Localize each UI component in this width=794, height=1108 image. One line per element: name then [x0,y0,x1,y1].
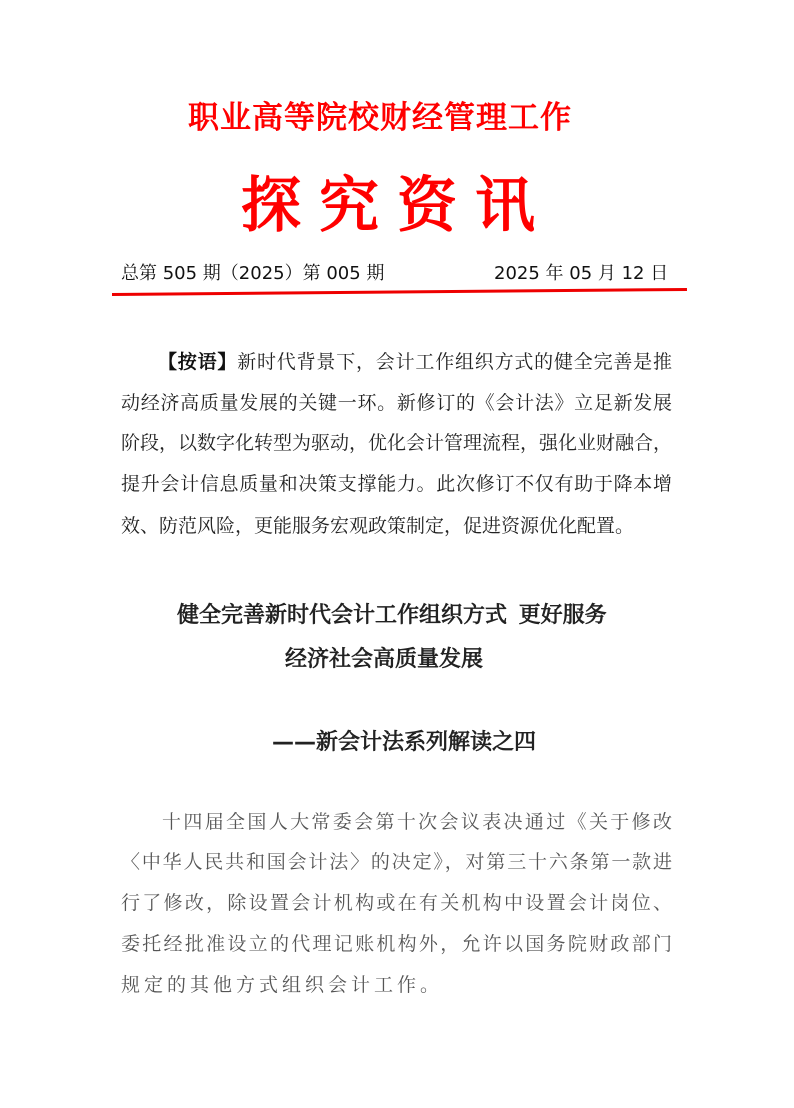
issue-number: 总第 505 期（2025）第 005 期 [121,263,385,284]
preface-line: 阶段，以数字化转型为驱动，优化会计管理流程，强化业财融合， [121,432,673,454]
preface-label: 【按语】 [158,351,238,373]
body-line: 委托经批准设立的代理记账机构外，允许以国务院财政部门 [121,933,672,955]
body-line: 规定的其他方式组织会计工作。 [121,974,444,996]
body-line: 行了修改，除设置会计机构或在有关机构中设置会计岗位、 [121,892,672,914]
body-line: 〈中华人民共和国会计法〉的决定》，对第三十六条第一款进 [121,851,672,873]
article-subtitle: ——新会计法系列解读之四 [272,730,537,755]
issue-date: 2025 年 05 月 12 日 [494,263,669,284]
org-title: 职业高等院校财经管理工作 [188,100,572,136]
preface-line: 【按语】新时代背景下，会计工作组织方式的健全完善是推 [158,351,672,373]
header-divider [112,288,687,296]
preface-line: 提升会计信息质量和决策支撑能力。此次修订不仅有助于降本增 [121,473,672,495]
masthead-title: 探究资讯 [241,171,553,241]
preface-line: 效、防范风险，更能服务宏观政策制定，促进资源优化配置。 [121,515,635,537]
body-line: 十四届全国人大常委会第十次会议表决通过《关于修改 [162,811,672,833]
preface-line: 动经济高质量发展的关键一环。新修订的《会计法》立足新发展 [121,392,672,414]
article-title-line2: 经济社会高质量发展 [285,647,484,672]
article-title-line1: 健全完善新时代会计工作组织方式 更好服务 [177,603,607,628]
